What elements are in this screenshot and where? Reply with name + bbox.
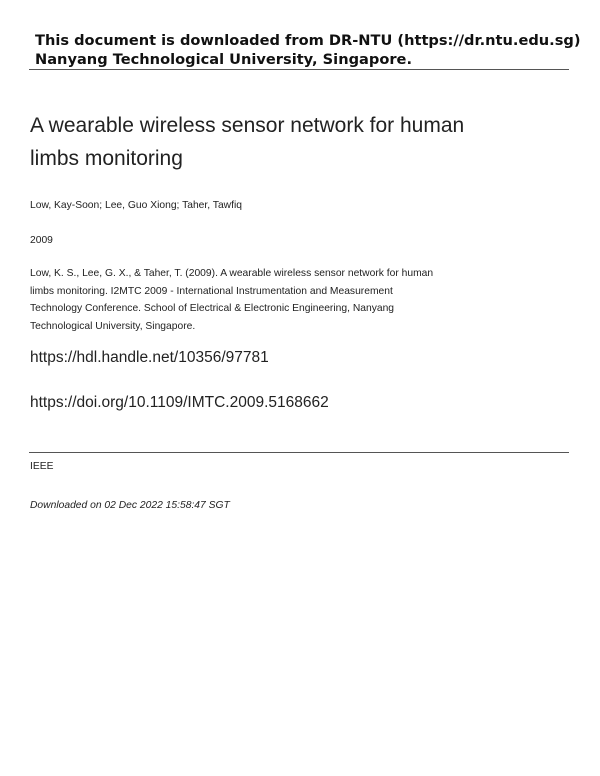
doi-link[interactable]: https://doi.org/10.1109/IMTC.2009.5168662 [30,394,329,411]
download-timestamp: Downloaded on 02 Dec 2022 15:58:47 SGT [30,500,230,511]
section-divider [29,452,569,453]
citation-line: Technological University, Singapore. [30,320,196,332]
citation-line: Low, K. S., Lee, G. X., & Taher, T. (2009). A wearable wireless sensor network for human [30,268,434,279]
header-line-1: This document is downloaded from DR-NTU (https://dr.ntu.edu.sg) [35,32,581,49]
year: 2009 [30,235,53,246]
authors: Low, Kay-Soon; Lee, Guo Xiong; Taher, Tawfiq [30,200,242,211]
repository-header [35,31,581,69]
header-line-2: Nanyang Technological University, Singapore. [35,51,412,68]
publisher: IEEE [30,461,54,472]
citation-line: Technology Conference. School of Electrical & Electronic Engineering, Nanyang [30,303,395,314]
handle-link[interactable]: https://hdl.handle.net/10356/97781 [30,349,269,366]
header-divider [29,69,569,70]
citation [30,265,433,335]
title-line-1: A wearable wireless sensor network for human [30,114,465,137]
citation-line: limbs monitoring. I2MTC 2009 - International Instrumentation and Measurement [30,285,393,297]
paper-title [30,109,464,175]
title-line-2: limbs monitoring [30,147,183,170]
